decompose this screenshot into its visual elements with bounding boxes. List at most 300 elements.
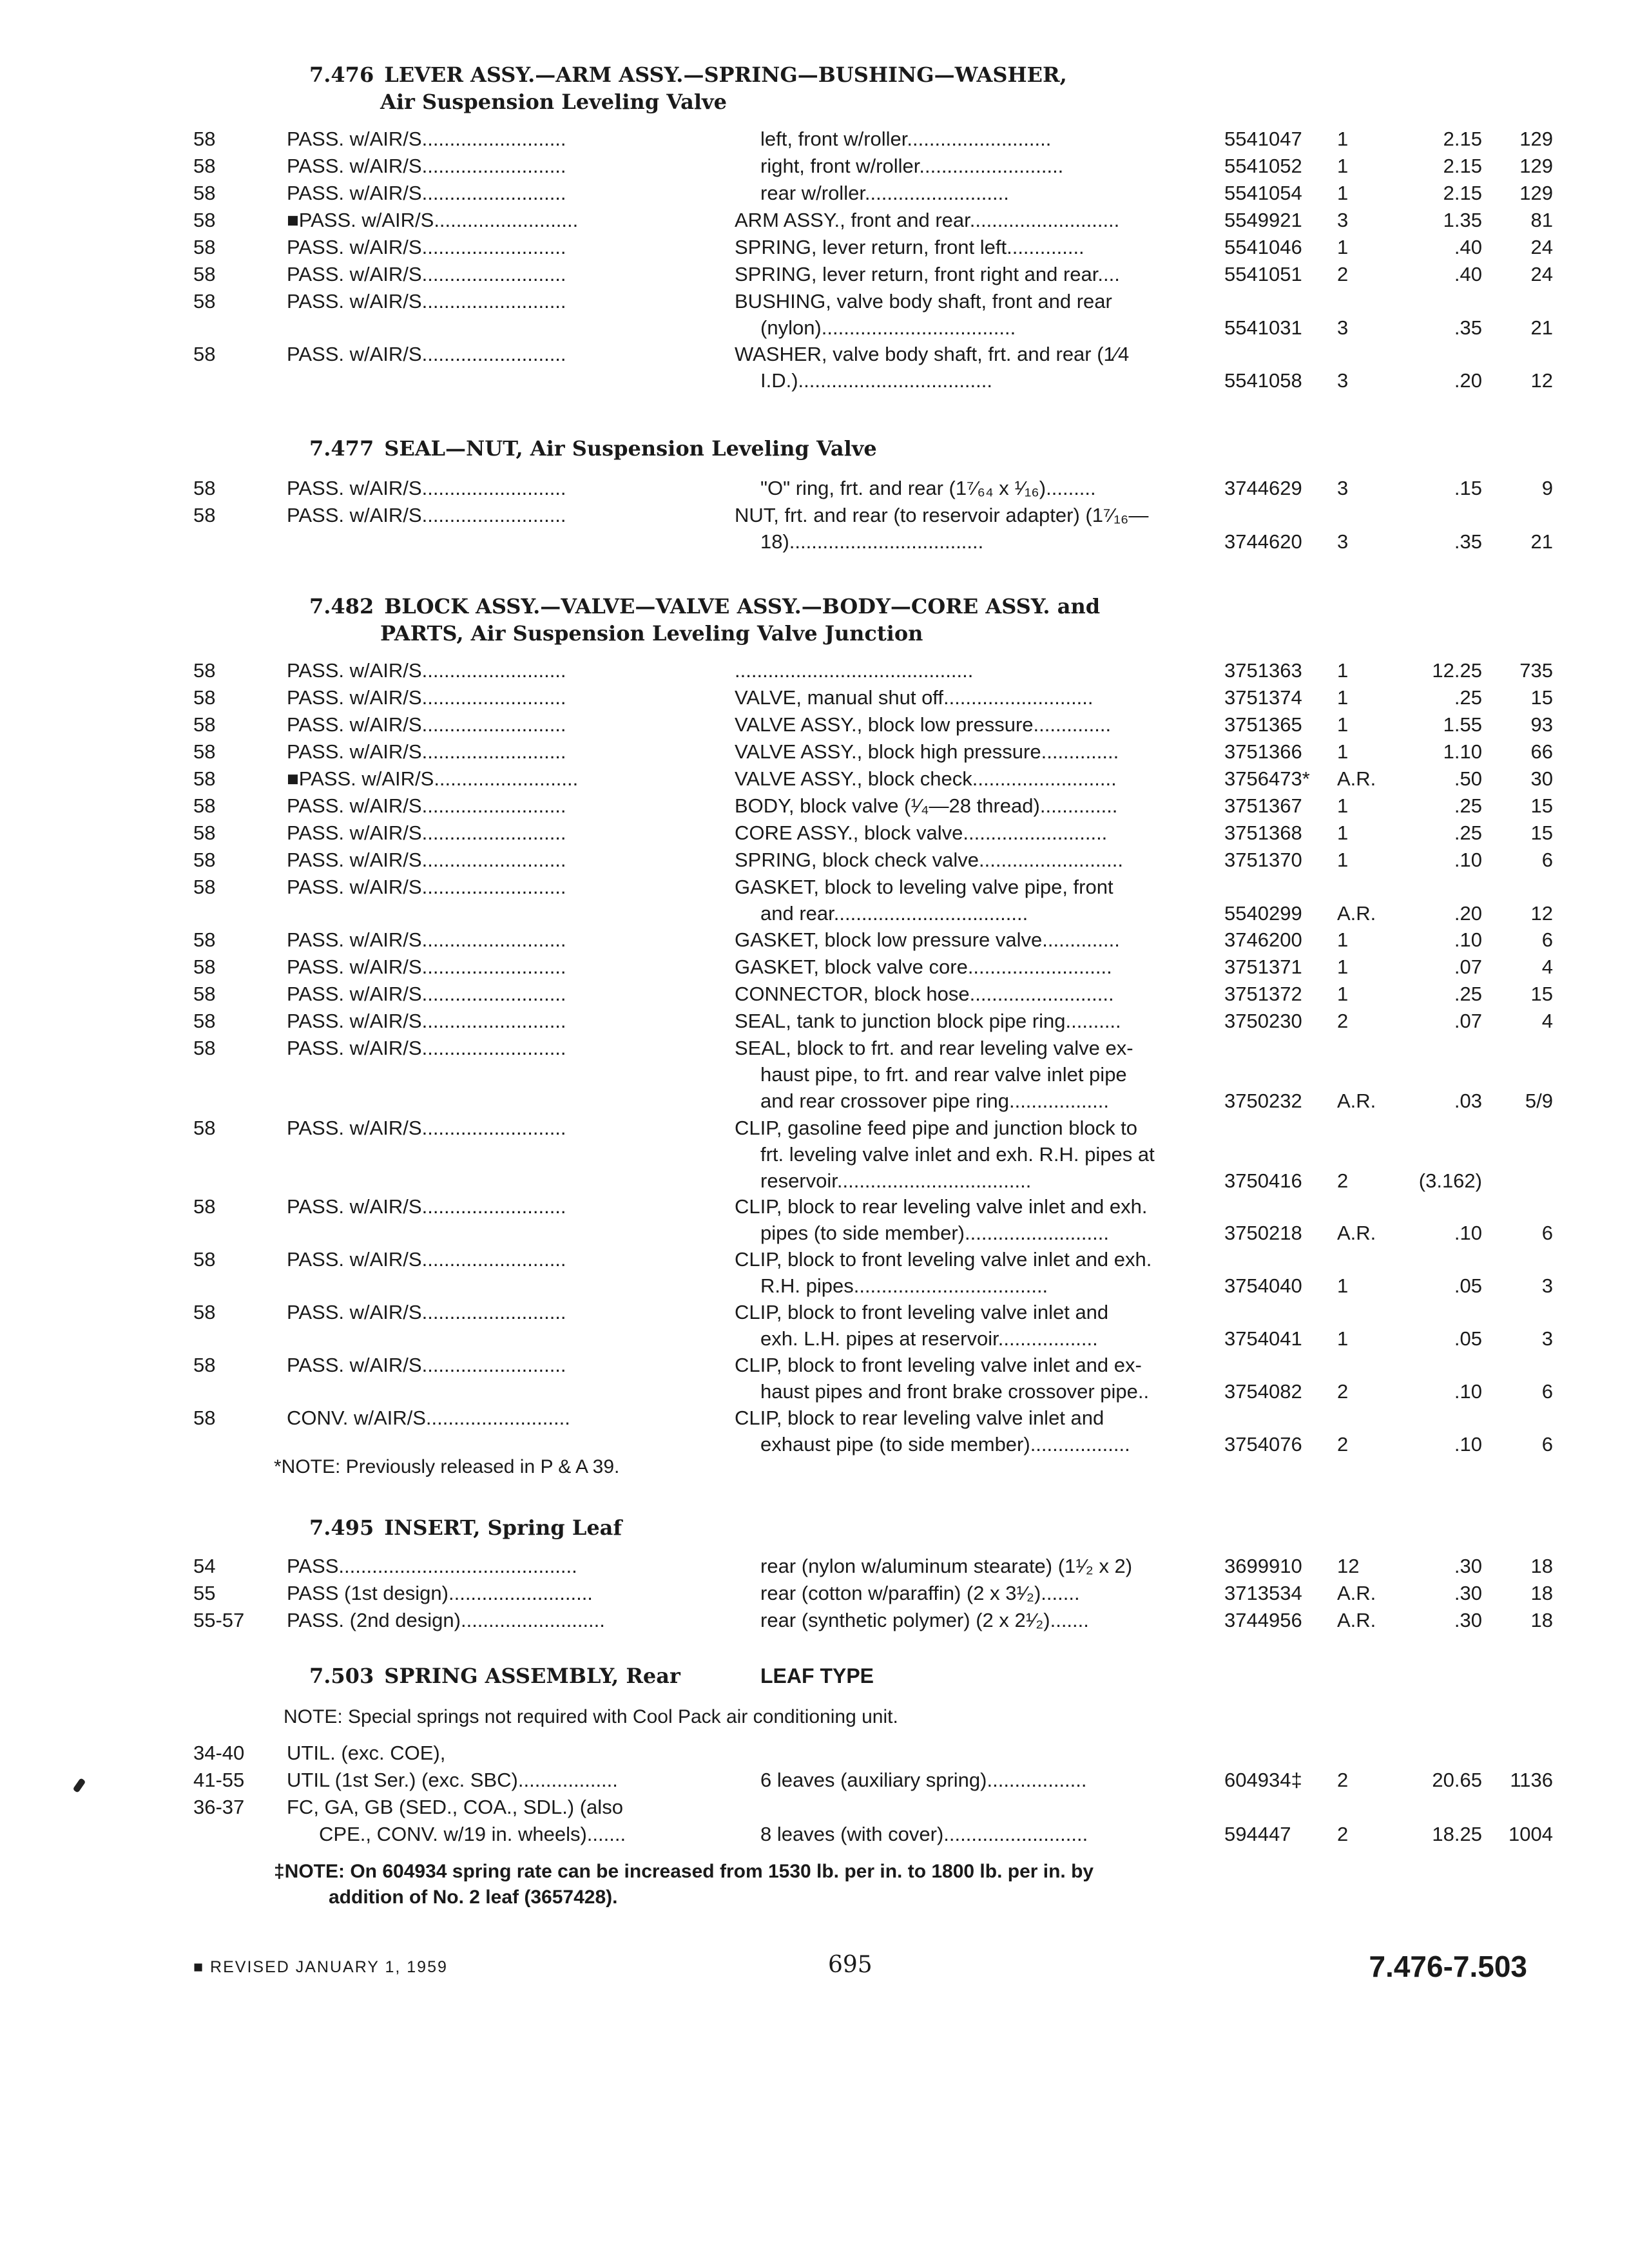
section-7-495 <box>187 1514 1547 1553</box>
model-year: 58 <box>193 822 216 844</box>
table-row <box>193 765 1553 792</box>
list-price: .50 <box>1454 767 1482 790</box>
quantity: 1 <box>1337 983 1349 1005</box>
list-price: .30 <box>1454 1582 1482 1604</box>
list-price: .10 <box>1454 1222 1482 1244</box>
list-price: .10 <box>1454 1433 1482 1456</box>
part-number: 3746200 <box>1224 928 1302 951</box>
price-units: 66 <box>1530 740 1553 763</box>
section-title: 7.477 SEAL—NUT, Air Suspension Leveling Valve <box>309 436 877 461</box>
table-row <box>193 1115 1553 1194</box>
quantity: 2 <box>1337 1010 1349 1032</box>
table-row <box>193 341 1553 394</box>
part-description: SEAL, block to frt. and rear leveling valve ex- <box>735 1037 1133 1059</box>
model-year: 58 <box>193 794 216 817</box>
model-description: PASS. w/AIR/S.......................... <box>287 182 566 204</box>
model-description: PASS. w/AIR/S.......................... <box>287 876 566 898</box>
model-year: 55 <box>193 1582 216 1604</box>
model-description: PASS. w/AIR/S.......................... <box>287 659 566 682</box>
table-row <box>193 1405 1553 1457</box>
part-description: CLIP, gasoline feed pipe and junction block to <box>735 1117 1138 1139</box>
model-year: 58 <box>193 983 216 1005</box>
model-description: PASS. w/AIR/S.......................... <box>287 713 566 736</box>
list-price: .40 <box>1454 263 1482 285</box>
list-price: .03 <box>1454 1090 1482 1112</box>
model-year: 58 <box>193 928 216 951</box>
list-price: 1.10 <box>1443 740 1482 763</box>
table-row <box>193 820 1553 846</box>
model-description: PASS. w/AIR/S.......................... <box>287 1037 566 1059</box>
price-units: 12 <box>1530 369 1553 392</box>
table-row <box>193 1246 1553 1299</box>
part-description: 6 leaves (auxiliary spring).................. <box>760 1769 1087 1791</box>
note-previously-released: *NOTE: Previously released in P & A 39. <box>274 1456 620 1477</box>
model-year: 36-37 <box>193 1796 245 1818</box>
list-price: 1.55 <box>1443 713 1482 736</box>
part-number: 5541052 <box>1224 155 1302 177</box>
table-row <box>193 1794 1553 1820</box>
list-price: .05 <box>1454 1274 1482 1297</box>
part-description-cont: haust pipe, to frt. and rear valve inlet pipe <box>760 1063 1127 1086</box>
model-year: 58 <box>193 659 216 682</box>
list-price: .07 <box>1454 956 1482 978</box>
part-number: 3750416 <box>1224 1169 1302 1192</box>
price-units: 15 <box>1530 983 1553 1005</box>
part-number: 594447 <box>1224 1823 1291 1845</box>
model-description: PASS. (2nd design).......................... <box>287 1609 605 1631</box>
model-year: 58 <box>193 209 216 231</box>
model-description: FC, GA, GB (SED., COA., SDL.) (also <box>287 1796 623 1818</box>
part-number: 3744629 <box>1224 477 1302 499</box>
part-description: VALVE ASSY., block low pressure.............. <box>735 713 1112 736</box>
part-number: 3699910 <box>1224 1555 1302 1577</box>
model-description: PASS. w/AIR/S.......................... <box>287 128 566 150</box>
section-subtitle: Air Suspension Leveling Valve <box>380 90 727 114</box>
model-description: PASS. w/AIR/S.......................... <box>287 822 566 844</box>
part-description-cont: 18)................................... <box>760 530 984 553</box>
price-units: 6 <box>1541 849 1553 871</box>
model-description: PASS. w/AIR/S.......................... <box>287 263 566 285</box>
price-units: 81 <box>1530 209 1553 231</box>
table-row <box>193 261 1553 287</box>
price-units: 21 <box>1530 316 1553 339</box>
table-row <box>193 288 1553 341</box>
quantity: 1 <box>1337 155 1349 177</box>
model-year: 58 <box>193 767 216 790</box>
part-number: 5540299 <box>1224 902 1302 925</box>
price-units: 129 <box>1519 182 1553 204</box>
section-title: 7.476 LEVER ASSY.—ARM ASSY.—SPRING—BUSHING—WASHER, <box>309 62 1067 87</box>
quantity: 1 <box>1337 182 1349 204</box>
model-description: PASS. w/AIR/S.......................... <box>287 343 566 365</box>
model-description: PASS. w/AIR/S.......................... <box>287 794 566 817</box>
list-price: 20.65 <box>1432 1769 1482 1791</box>
quantity: 2 <box>1337 263 1349 285</box>
model-year: 58 <box>193 1301 216 1323</box>
model-year: 58 <box>193 290 216 312</box>
model-description: PASS. w/AIR/S.......................... <box>287 1195 566 1218</box>
list-price: .35 <box>1454 530 1482 553</box>
part-description: 8 leaves (with cover).......................... <box>760 1823 1088 1845</box>
table-row <box>193 793 1553 819</box>
part-description: rear (synthetic polymer) (2 x 2¹⁄₂)....... <box>760 1609 1089 1631</box>
list-price: .15 <box>1454 477 1482 499</box>
model-description: PASS. w/AIR/S.......................... <box>287 290 566 312</box>
model-year: 58 <box>193 1248 216 1271</box>
price-units: 18 <box>1530 1555 1553 1577</box>
part-description-cont: frt. leveling valve inlet and exh. R.H. pipes at <box>760 1143 1155 1166</box>
table-row <box>193 1553 1553 1579</box>
part-description: "O" ring, frt. and rear (1⁷⁄₆₄ x ¹⁄₁₆)......... <box>760 477 1096 499</box>
list-price: .25 <box>1454 822 1482 844</box>
part-description: rear w/roller.......................... <box>760 182 1009 204</box>
quantity: 2 <box>1337 1433 1349 1456</box>
part-number: 3751371 <box>1224 956 1302 978</box>
part-description: WASHER, valve body shaft, frt. and rear (1⁄4 <box>735 343 1130 365</box>
part-number: 3751367 <box>1224 794 1302 817</box>
quantity: A.R. <box>1337 1222 1376 1244</box>
list-price: .10 <box>1454 928 1482 951</box>
section-7-503 <box>187 1662 1547 1701</box>
part-description: CORE ASSY., block valve.......................... <box>735 822 1108 844</box>
part-number: 5541031 <box>1224 316 1302 339</box>
part-description: rear (nylon w/aluminum stearate) (1¹⁄₂ x 2) <box>760 1555 1133 1577</box>
model-year: 58 <box>193 740 216 763</box>
model-description: PASS. w/AIR/S.......................... <box>287 956 566 978</box>
list-price: .20 <box>1454 369 1482 392</box>
quantity: 3 <box>1337 316 1349 339</box>
part-description: SEAL, tank to junction block pipe ring.......... <box>735 1010 1121 1032</box>
model-year: 55-57 <box>193 1609 245 1631</box>
table-row <box>193 1767 1553 1793</box>
part-number: 5541058 <box>1224 369 1302 392</box>
quantity: 1 <box>1337 686 1349 709</box>
price-units: 1136 <box>1510 1769 1553 1791</box>
part-description: CLIP, block to rear leveling valve inlet and <box>735 1407 1104 1429</box>
section-title: 7.503 SPRING ASSEMBLY, Rear <box>309 1664 680 1688</box>
model-year: 34-40 <box>193 1742 245 1764</box>
part-description-cont: R.H. pipes................................... <box>760 1274 1048 1297</box>
quantity: 1 <box>1337 956 1349 978</box>
part-description: BUSHING, valve body shaft, front and rear <box>735 290 1112 312</box>
revision-date: ■ REVISED JANUARY 1, 1959 <box>193 1958 448 1976</box>
part-number: 3744956 <box>1224 1609 1302 1631</box>
part-number: 3751370 <box>1224 849 1302 871</box>
section-range: 7.476-7.503 <box>1369 1950 1527 1983</box>
price-units: 21 <box>1530 530 1553 553</box>
model-year: 58 <box>193 477 216 499</box>
quantity: A.R. <box>1337 902 1376 925</box>
model-description: UTIL (1st Ser.) (exc. SBC).................. <box>287 1769 618 1791</box>
list-price: .05 <box>1454 1327 1482 1350</box>
quantity: 1 <box>1337 1274 1349 1297</box>
part-description-cont: exh. L.H. pipes at reservoir.................. <box>760 1327 1098 1350</box>
quantity: 1 <box>1337 822 1349 844</box>
part-number: 3756473* <box>1224 767 1310 790</box>
quantity: 1 <box>1337 659 1349 682</box>
table-row <box>193 1193 1553 1246</box>
table-row <box>193 684 1553 711</box>
table-row <box>193 126 1553 152</box>
list-price: .10 <box>1454 849 1482 871</box>
quantity: A.R. <box>1337 1090 1376 1112</box>
quantity: 1 <box>1337 713 1349 736</box>
part-description: left, front w/roller.......................... <box>760 128 1052 150</box>
model-year: 58 <box>193 1407 216 1429</box>
model-description: PASS. w/AIR/S.......................... <box>287 1117 566 1139</box>
quantity: 3 <box>1337 530 1349 553</box>
part-number: 3751368 <box>1224 822 1302 844</box>
list-price: .40 <box>1454 236 1482 258</box>
part-number: 3713534 <box>1224 1582 1302 1604</box>
quantity: 1 <box>1337 236 1349 258</box>
model-year: 58 <box>193 236 216 258</box>
part-description-cont: and rear crossover pipe ring.................. <box>760 1090 1110 1112</box>
quantity: A.R. <box>1337 1582 1376 1604</box>
model-year: 58 <box>193 128 216 150</box>
price-units: 3 <box>1541 1327 1553 1350</box>
model-year: 58 <box>193 1354 216 1376</box>
part-number: 5541054 <box>1224 182 1302 204</box>
section-title: 7.482 BLOCK ASSY.—VALVE—VALVE ASSY.—BODY—CORE ASSY. and <box>309 594 1101 619</box>
price-units: 129 <box>1519 155 1553 177</box>
model-description: PASS. w/AIR/S.......................... <box>287 1354 566 1376</box>
model-description: CPE., CONV. w/19 in. wheels)....... <box>319 1823 626 1845</box>
table-row <box>193 1008 1553 1034</box>
model-description: PASS. w/AIR/S.......................... <box>287 1010 566 1032</box>
quantity: A.R. <box>1337 1609 1376 1631</box>
list-price: 2.15 <box>1443 182 1482 204</box>
note-spring-rate-line2: addition of No. 2 leaf (3657428). <box>329 1887 618 1908</box>
part-description: rear (cotton w/paraffin) (2 x 3¹⁄₂)....... <box>760 1582 1080 1604</box>
part-description: CLIP, block to front leveling valve inlet and exh. <box>735 1248 1152 1271</box>
price-units: 4 <box>1541 1010 1553 1032</box>
list-price: .25 <box>1454 983 1482 1005</box>
table-row <box>193 207 1553 233</box>
list-price: .25 <box>1454 794 1482 817</box>
model-year: 54 <box>193 1555 216 1577</box>
part-number: 3751363 <box>1224 659 1302 682</box>
part-description-cont: (nylon)................................... <box>760 316 1016 339</box>
model-year: 58 <box>193 182 216 204</box>
model-year: 58 <box>193 263 216 285</box>
quantity: 2 <box>1337 1380 1349 1403</box>
part-number: 3754082 <box>1224 1380 1302 1403</box>
part-number: 604934‡ <box>1224 1769 1302 1791</box>
price-units: 30 <box>1530 767 1553 790</box>
table-row <box>193 1352 1553 1405</box>
table-row <box>193 153 1553 179</box>
model-year: 58 <box>193 504 216 526</box>
part-description: SPRING, block check valve.......................... <box>735 849 1123 871</box>
table-row <box>193 1580 1553 1606</box>
part-number: 3751374 <box>1224 686 1302 709</box>
part-number: 3750218 <box>1224 1222 1302 1244</box>
section-title: 7.495 INSERT, Spring Leaf <box>309 1515 622 1540</box>
part-description: GASKET, block to leveling valve pipe, front <box>735 876 1113 898</box>
table-row <box>193 1607 1553 1633</box>
list-price: 2.15 <box>1443 155 1482 177</box>
page-footer <box>193 1949 1527 1988</box>
note-cool-pack: NOTE: Special springs not required with Cool Pack air conditioning unit. <box>284 1706 898 1727</box>
price-units: 15 <box>1530 822 1553 844</box>
list-price: 1.35 <box>1443 209 1482 231</box>
model-description: UTIL. (exc. COE), <box>287 1742 446 1764</box>
quantity: 3 <box>1337 369 1349 392</box>
price-units: 93 <box>1530 713 1553 736</box>
model-year: 58 <box>193 849 216 871</box>
part-description-cont: haust pipes and front brake crossover pipe.. <box>760 1380 1150 1403</box>
quantity: 3 <box>1337 209 1349 231</box>
list-price: .30 <box>1454 1555 1482 1577</box>
quantity: 1 <box>1337 1327 1349 1350</box>
part-description-cont: and rear................................... <box>760 902 1028 925</box>
part-number: 5549921 <box>1224 209 1302 231</box>
part-description-cont: reservoir................................... <box>760 1169 1032 1192</box>
part-description: VALVE ASSY., block high pressure.............. <box>735 740 1119 763</box>
quantity: 1 <box>1337 928 1349 951</box>
quantity: 2 <box>1337 1769 1349 1791</box>
table-row <box>193 180 1553 206</box>
part-number: 3754076 <box>1224 1433 1302 1456</box>
price-units: 129 <box>1519 128 1553 150</box>
table-row <box>193 1821 1553 1847</box>
price-units: 6 <box>1541 1380 1553 1403</box>
part-description: CLIP, block to rear leveling valve inlet and exh. <box>735 1195 1148 1218</box>
quantity: 1 <box>1337 128 1349 150</box>
list-price: (3.162) <box>1418 1169 1482 1192</box>
model-description: ■PASS. w/AIR/S.......................... <box>287 767 579 790</box>
quantity: A.R. <box>1337 767 1376 790</box>
price-units: 4 <box>1541 956 1553 978</box>
part-number: 5541046 <box>1224 236 1302 258</box>
model-description: PASS. w/AIR/S.......................... <box>287 740 566 763</box>
model-description: PASS. w/AIR/S.......................... <box>287 1248 566 1271</box>
model-description: PASS. w/AIR/S.......................... <box>287 1301 566 1323</box>
model-description: PASS. w/AIR/S.......................... <box>287 928 566 951</box>
model-year: 58 <box>193 956 216 978</box>
model-year: 58 <box>193 343 216 365</box>
list-price: .30 <box>1454 1609 1482 1631</box>
part-number: 5541047 <box>1224 128 1302 150</box>
model-description: PASS (1st design).......................... <box>287 1582 593 1604</box>
price-units: 24 <box>1530 236 1553 258</box>
table-row <box>193 1035 1553 1114</box>
pencil-mark <box>73 1778 86 1793</box>
note-spring-rate-line1: ‡NOTE: On 604934 spring rate can be increased from 1530 lb. per in. to 1800 lb. per in. by <box>274 1861 1094 1882</box>
part-number: 3750230 <box>1224 1010 1302 1032</box>
model-year: 58 <box>193 876 216 898</box>
model-year: 58 <box>193 1117 216 1139</box>
part-description: CLIP, block to front leveling valve inlet and ex- <box>735 1354 1142 1376</box>
part-description: CLIP, block to front leveling valve inlet and <box>735 1301 1109 1323</box>
price-units: 6 <box>1541 928 1553 951</box>
page-number: 695 <box>828 1952 872 1978</box>
part-description: NUT, frt. and rear (to reservoir adapter) (1⁷⁄₁₆— <box>735 504 1149 526</box>
section-subtitle: PARTS, Air Suspension Leveling Valve Junction <box>380 621 923 646</box>
section-7-482 <box>187 593 1547 657</box>
table-row <box>193 711 1553 738</box>
part-number: 3744620 <box>1224 530 1302 553</box>
part-number: 3754040 <box>1224 1274 1302 1297</box>
table-row <box>193 874 1553 927</box>
model-description: PASS........................................... <box>287 1555 577 1577</box>
price-units: 18 <box>1530 1609 1553 1631</box>
price-units: 1004 <box>1509 1823 1553 1845</box>
part-description: right, front w/roller.......................... <box>760 155 1064 177</box>
part-description: VALVE, manual shut off........................... <box>735 686 1094 709</box>
model-description: PASS. w/AIR/S.......................... <box>287 849 566 871</box>
model-description: PASS. w/AIR/S.......................... <box>287 155 566 177</box>
list-price: 2.15 <box>1443 128 1482 150</box>
model-description: PASS. w/AIR/S.......................... <box>287 477 566 499</box>
list-price: 12.25 <box>1432 659 1482 682</box>
quantity: 2 <box>1337 1823 1349 1845</box>
model-year: 58 <box>193 155 216 177</box>
part-description: BODY, block valve (¹⁄₄—28 thread).............. <box>735 794 1118 817</box>
price-units: 24 <box>1530 263 1553 285</box>
list-price: .25 <box>1454 686 1482 709</box>
list-price: .35 <box>1454 316 1482 339</box>
table-row <box>193 502 1553 555</box>
model-year: 58 <box>193 686 216 709</box>
model-year: 58 <box>193 1010 216 1032</box>
table-row <box>193 1299 1553 1352</box>
model-description: PASS. w/AIR/S.......................... <box>287 504 566 526</box>
model-description: ■PASS. w/AIR/S.......................... <box>287 209 579 231</box>
table-row <box>193 738 1553 765</box>
list-price: 18.25 <box>1432 1823 1482 1845</box>
part-description: VALVE ASSY., block check.......................... <box>735 767 1117 790</box>
price-units: 3 <box>1541 1274 1553 1297</box>
model-year: 41-55 <box>193 1769 245 1791</box>
model-description: PASS. w/AIR/S.......................... <box>287 983 566 1005</box>
part-description: ARM ASSY., front and rear........................... <box>735 209 1120 231</box>
part-description: CONNECTOR, block hose.......................... <box>735 983 1114 1005</box>
model-description: PASS. w/AIR/S.......................... <box>287 686 566 709</box>
price-units: 9 <box>1541 477 1553 499</box>
quantity: 1 <box>1337 849 1349 871</box>
list-price: .20 <box>1454 902 1482 925</box>
part-description-cont: pipes (to side member).......................... <box>760 1222 1109 1244</box>
table-row <box>193 475 1553 501</box>
price-units: 12 <box>1530 902 1553 925</box>
model-year: 58 <box>193 1037 216 1059</box>
price-units: 735 <box>1519 659 1553 682</box>
table-row <box>193 847 1553 873</box>
table-row <box>193 657 1553 684</box>
model-year: 58 <box>193 1195 216 1218</box>
list-price: .07 <box>1454 1010 1482 1032</box>
list-price: .10 <box>1454 1380 1482 1403</box>
part-number: 3751365 <box>1224 713 1302 736</box>
price-units: 6 <box>1541 1433 1553 1456</box>
part-description-cont: I.D.)................................... <box>760 369 992 392</box>
model-description: CONV. w/AIR/S.......................... <box>287 1407 570 1429</box>
part-number: 5541051 <box>1224 263 1302 285</box>
table-row <box>193 981 1553 1007</box>
quantity: 1 <box>1337 794 1349 817</box>
part-number: 3751366 <box>1224 740 1302 763</box>
model-description: PASS. w/AIR/S.......................... <box>287 236 566 258</box>
quantity: 12 <box>1337 1555 1360 1577</box>
model-year: 58 <box>193 713 216 736</box>
table-row <box>193 927 1553 953</box>
table-row <box>193 234 1553 260</box>
table-row <box>193 954 1553 980</box>
part-number: 3754041 <box>1224 1327 1302 1350</box>
leaf-type-heading: LEAF TYPE <box>760 1664 874 1687</box>
